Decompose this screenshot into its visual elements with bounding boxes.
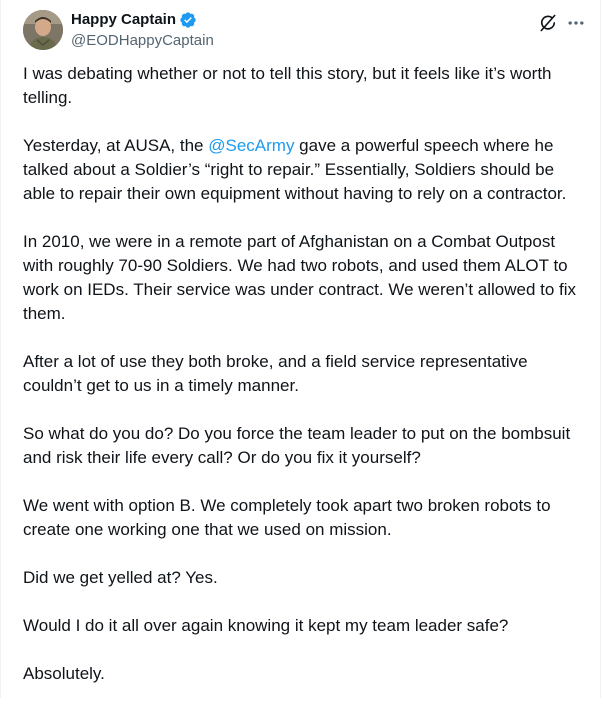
tweet-paragraph: In 2010, we were in a remote part of Afghanistan on a Combat Outpost with roughly 70-90 Soldiers. We had two robots, and used them ALOT to work on IEDs. Their service was under contract. We weren’t allowed to fix them.: [23, 232, 577, 323]
tweet-header: [17, 8, 587, 56]
tweet-paragraph: [23, 134, 585, 206]
tweet-text-segment: Yesterday, at AUSA, the: [23, 136, 209, 155]
verified-badge-icon: [179, 11, 197, 29]
tweet-paragraph: I was debating whether or not to tell this story, but it feels like it’s worth telling.: [23, 64, 552, 107]
tweet-paragraph: After a lot of use they both broke, and a field service representative couldn’t get to us in a timely manner.: [23, 352, 528, 395]
tweet-paragraph: So what do you do? Do you force the team leader to put on the bombsuit and risk their life every call? Or do you fix it yourself?: [23, 424, 571, 467]
author-display-name[interactable]: Happy Captain: [71, 11, 177, 28]
author-info: [71, 10, 214, 51]
tweet-text-segment: gave a powerful speech where he talked about a Soldier’s “right to repair.” Essentially, Soldiers should be able to repair their own equipment without having to rely on a contractor.: [23, 136, 567, 203]
tweet-paragraph: Did we get yelled at? Yes.: [23, 568, 218, 587]
author-handle[interactable]: @EODHappyCaptain: [71, 32, 214, 49]
tweet-actions: [537, 12, 587, 34]
avatar[interactable]: [23, 10, 63, 50]
tweet-paragraph: Absolutely.: [23, 664, 105, 683]
tweet-paragraph: Would I do it all over again knowing it kept my team leader safe?: [23, 616, 509, 635]
grok-icon[interactable]: [537, 12, 559, 34]
more-icon[interactable]: [565, 12, 587, 34]
tweet-paragraph: We went with option B. We completely took apart two broken robots to create one working one that we used on mission.: [23, 496, 551, 539]
tweet-text: [23, 62, 585, 710]
mention-link[interactable]: @SecArmy: [208, 136, 295, 155]
